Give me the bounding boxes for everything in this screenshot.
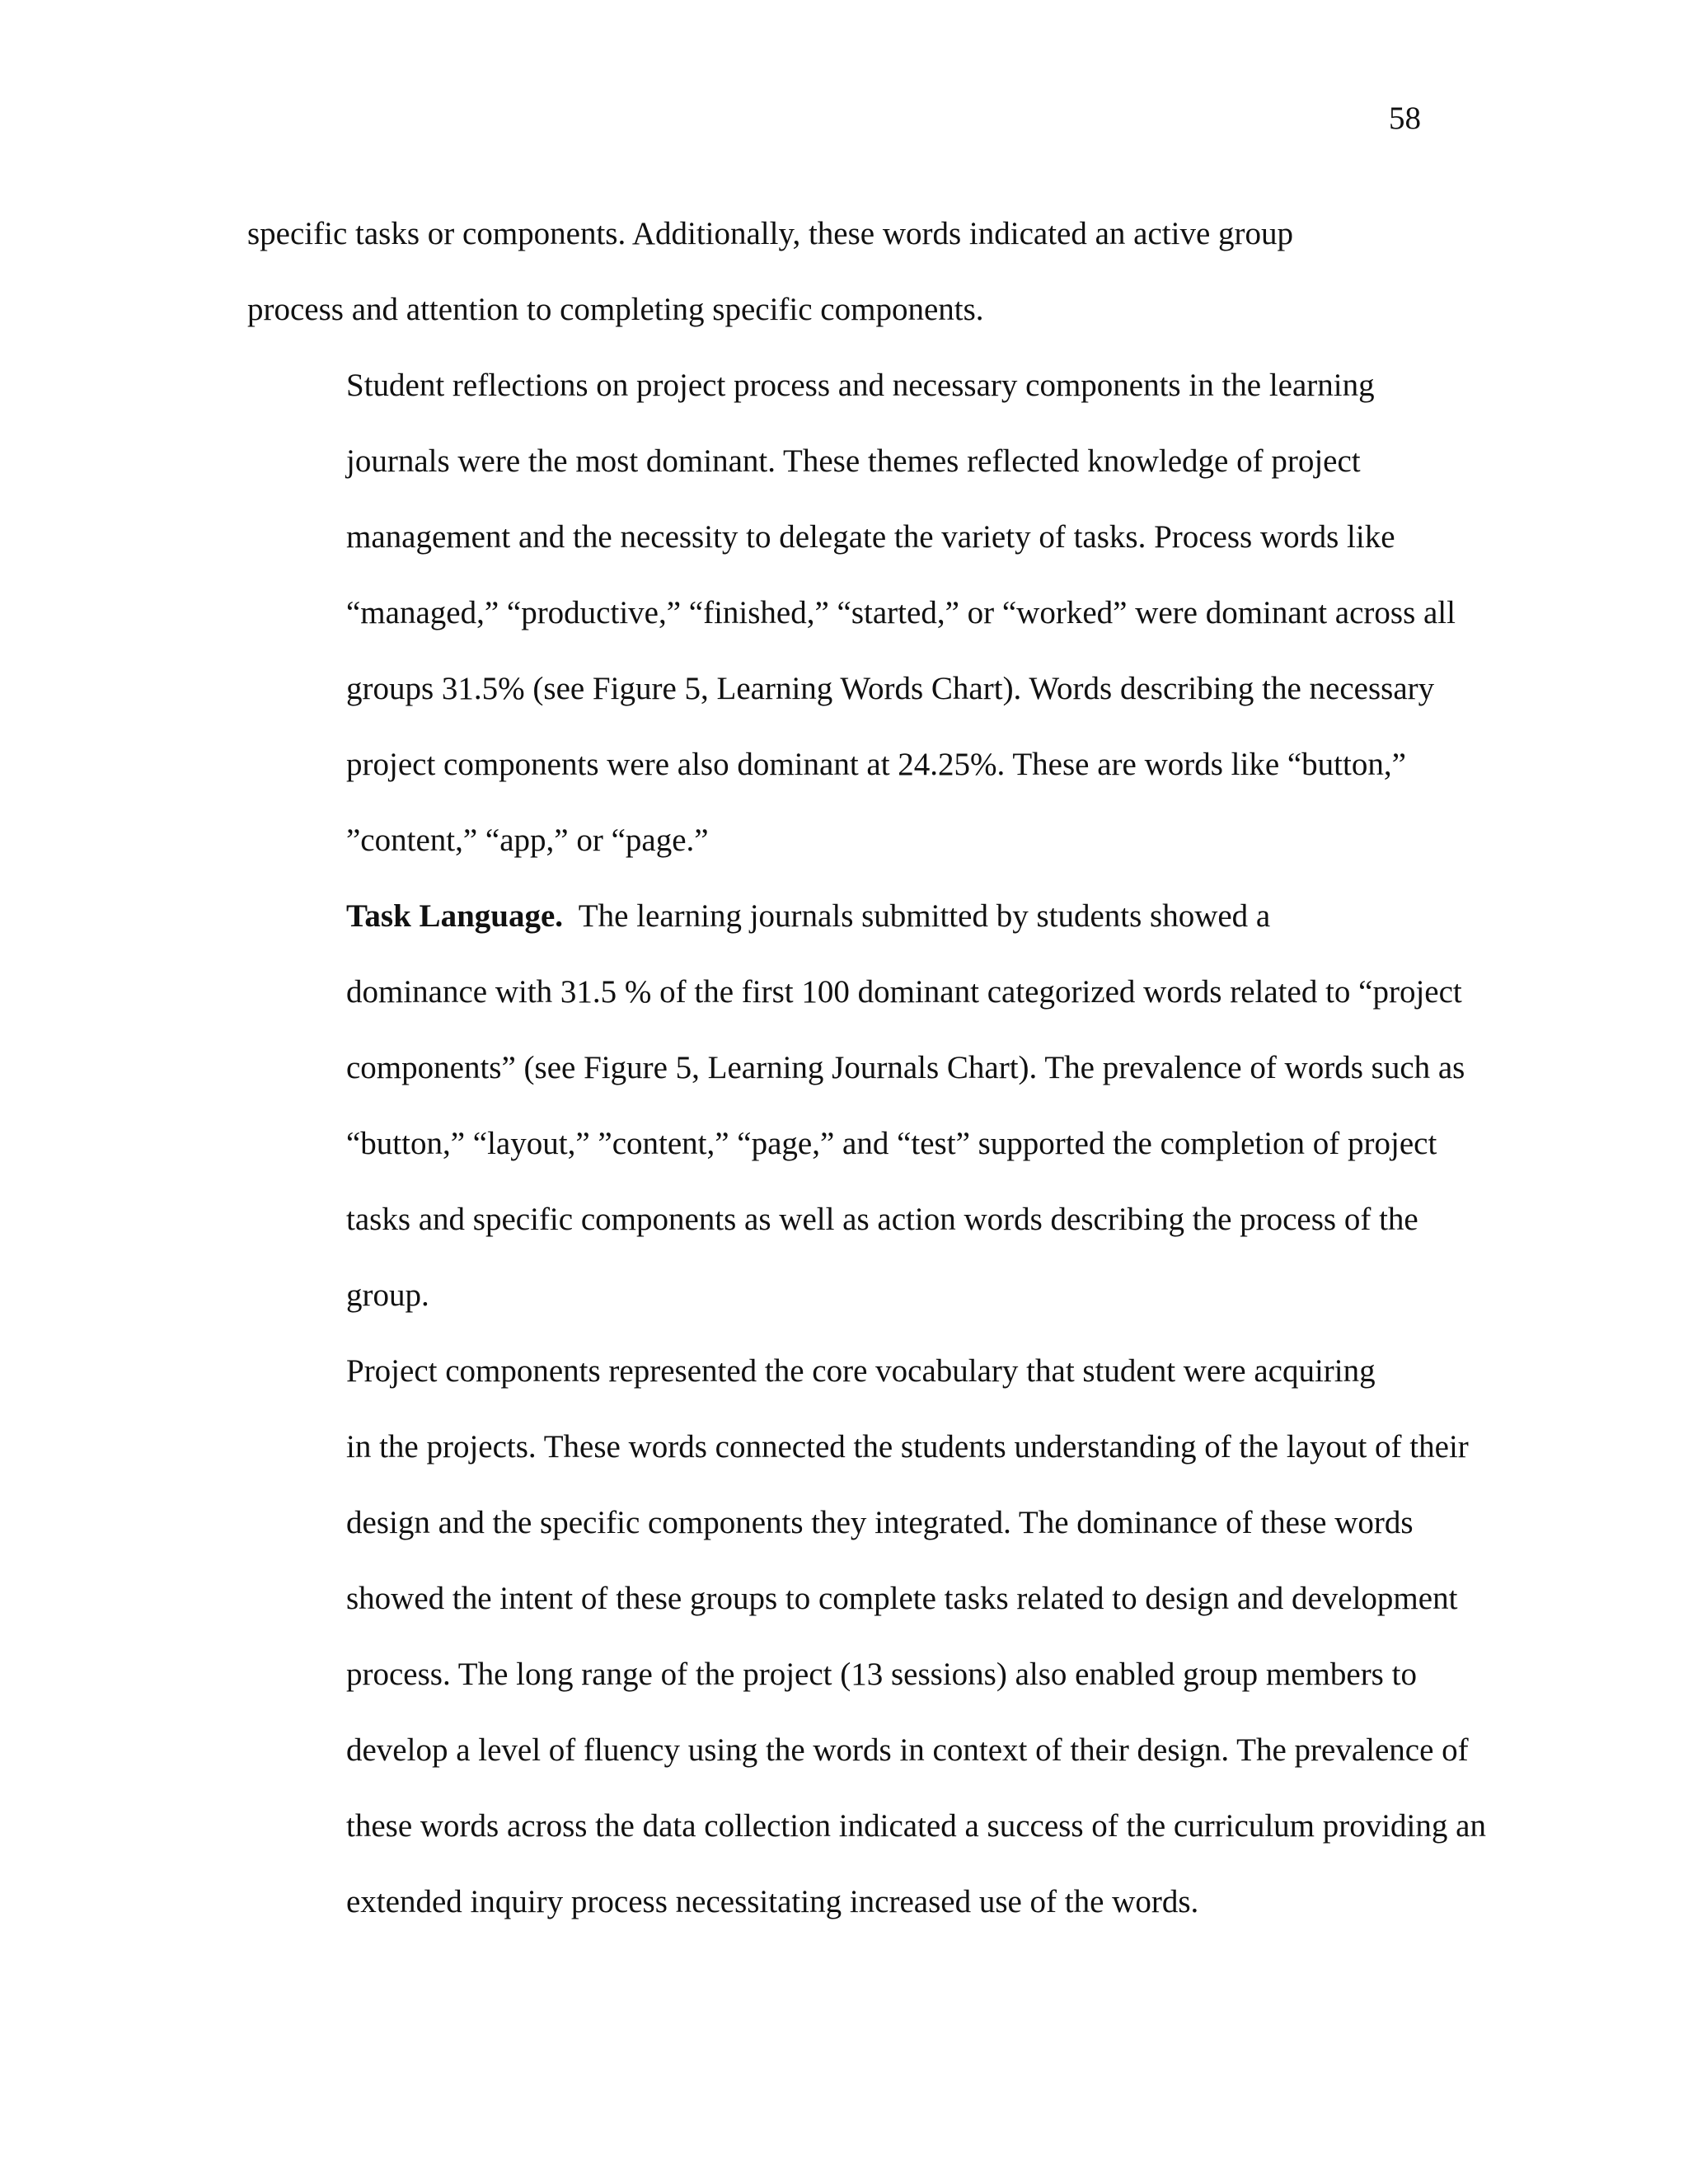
paragraph-3: [247, 879, 1465, 1333]
text-line: design and the specific components they integrated. The dominance of these words: [346, 1505, 1414, 1540]
text-line: tasks and specific components as well as action words describing the process of the: [346, 1202, 1418, 1237]
text-line: develop a level of fluency using the words in context of their design. The prevalence of: [346, 1732, 1469, 1768]
text-line: “managed,” “productive,” “finished,” “started,” or “worked” were dominant across all: [346, 595, 1456, 630]
heading-line-text: The learning journals submitted by students showed a: [563, 898, 1271, 934]
body-text: [247, 196, 1486, 1940]
paragraph-4: [247, 1333, 1486, 1940]
text-line: process and attention to completing specific components.: [247, 292, 984, 327]
text-line: these words across the data collection indicated a success of the curriculum providing an: [346, 1808, 1486, 1844]
text-line: groups 31.5% (see Figure 5, Learning Words Chart). Words describing the necessary: [346, 671, 1435, 706]
text-line: project components were also dominant at 24.25%. These are words like “button,”: [346, 747, 1406, 782]
text-line: [247, 879, 1451, 954]
text-line: showed the intent of these groups to complete tasks related to design and development: [346, 1581, 1458, 1616]
text-line: “button,” “layout,” ”content,” “page,” and “test” supported the completion of project: [346, 1126, 1437, 1161]
text-line: Project components represented the core vocabulary that student were acquiring: [346, 1353, 1376, 1389]
section-run-in-heading: Task Language.: [346, 898, 564, 934]
text-line: in the projects. These words connected the students understanding of the layout of their: [346, 1429, 1469, 1465]
text-line: ”content,” “app,” or “page.”: [346, 823, 709, 858]
text-line: group.: [346, 1277, 429, 1313]
text-line: process. The long range of the project (13 sessions) also enabled group members to: [346, 1657, 1417, 1692]
text-line: management and the necessity to delegate the variety of tasks. Process words like: [346, 519, 1395, 555]
text-line: dominance with 31.5 % of the first 100 dominant categorized words related to “project: [346, 974, 1462, 1010]
text-line: components” (see Figure 5, Learning Journals Chart). The prevalence of words such as: [346, 1050, 1465, 1085]
text-line: extended inquiry process necessitating increased use of the words.: [346, 1884, 1199, 1919]
text-line: specific tasks or components. Additionally, these words indicated an active group: [247, 216, 1293, 251]
page-number: 58: [1389, 101, 1421, 136]
paragraph-2: [247, 348, 1456, 879]
paragraph-1: [247, 196, 1451, 348]
text-line: Student reflections on project process and necessary components in the learning: [346, 368, 1375, 403]
text-line: journals were the most dominant. These themes reflected knowledge of project: [346, 443, 1361, 479]
